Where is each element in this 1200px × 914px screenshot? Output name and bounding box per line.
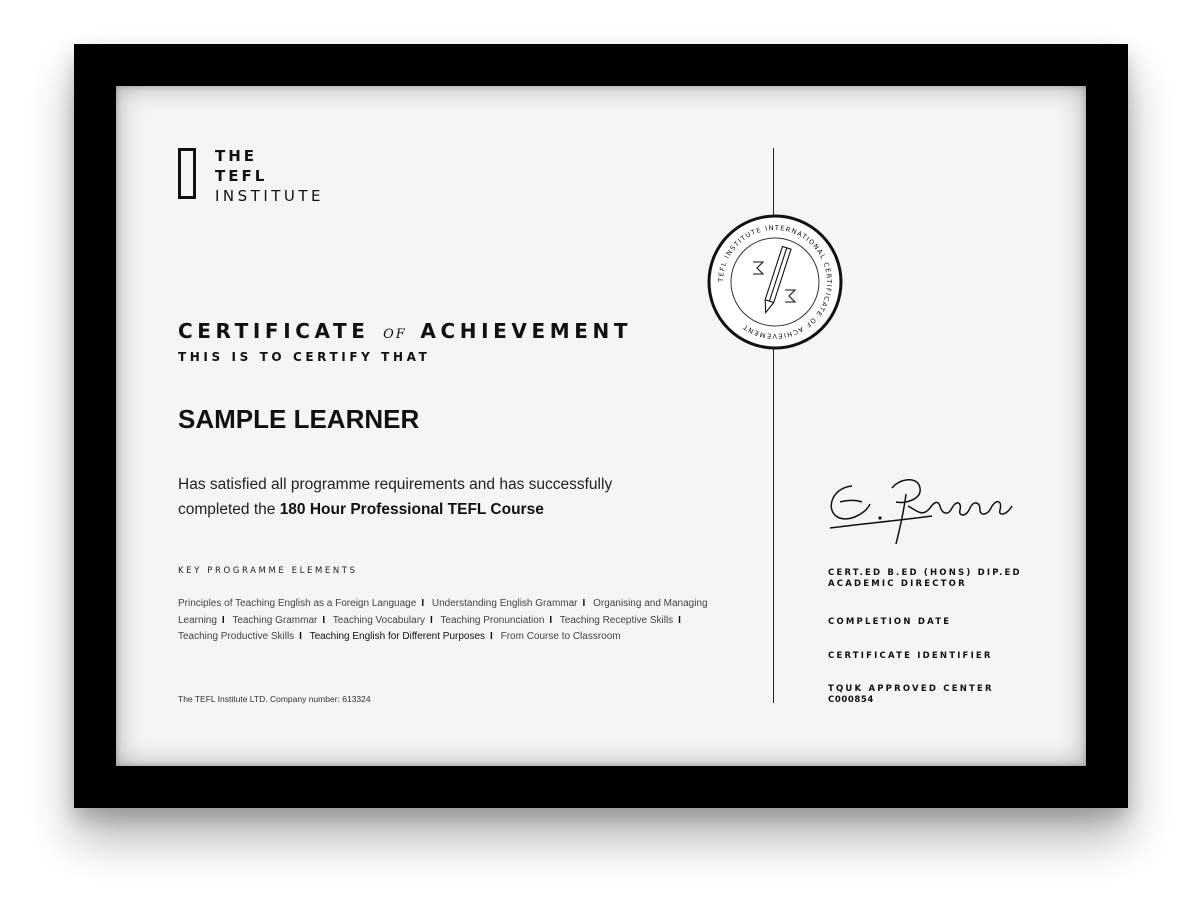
- certificate-title: [178, 319, 632, 343]
- logo-line-2: TEFL: [215, 167, 268, 185]
- key-element-item: Teaching Receptive Skills: [559, 614, 674, 626]
- company-info: The TEFL Institute LTD. Company number: 613324: [178, 694, 371, 704]
- logo-mark-icon: [178, 148, 196, 199]
- logo-wordmark: [215, 146, 324, 206]
- statement-text: Has satisfied all programme requirements and has successfully completed the: [178, 476, 613, 518]
- key-element-item: Organising and Managing Learning: [178, 598, 708, 626]
- key-element-item: Understanding English Grammar: [431, 598, 578, 609]
- signature-stroke-initial: [830, 486, 932, 528]
- director-signature: [822, 458, 1032, 550]
- certificate-seal: [707, 214, 843, 350]
- seal-ring-textpath: TEFL INSTITUTE INTERNATIONAL CERTIFICATE OF ACHIEVEMENT: [716, 223, 834, 341]
- achievement-statement: [178, 472, 678, 522]
- title-of: OF: [383, 327, 407, 342]
- credentials-text: CERT.ED B.ED (HONS) DIP.ED: [828, 568, 1022, 578]
- tquk-code: C000854: [828, 695, 874, 705]
- signature-dot: [878, 516, 881, 519]
- key-element-item: Teaching Grammar: [232, 614, 318, 626]
- seal-outer-ring: [709, 216, 841, 348]
- title-part-1: CERTIFICATE: [178, 319, 370, 343]
- key-element-separator: I: [678, 614, 681, 626]
- key-element-separator: I: [221, 614, 225, 626]
- tquk-center: [828, 684, 994, 706]
- signature-stroke-surname: [892, 480, 1012, 544]
- key-elements-list: [178, 596, 708, 646]
- director-role: ACADEMIC DIRECTOR: [828, 579, 967, 589]
- tquk-label: TQUK APPROVED CENTER: [828, 684, 994, 694]
- certificate-identifier-label: CERTIFICATE IDENTIFIER: [828, 651, 993, 661]
- key-element-item: Teaching Pronunciation: [440, 614, 545, 626]
- key-element-separator: I: [322, 614, 326, 626]
- certificate-paper: [116, 86, 1086, 766]
- key-element-item: Principles of Teaching English as a Foreign Language: [178, 598, 417, 609]
- certify-line: THIS IS TO CERTIFY THAT: [178, 350, 431, 364]
- key-element-item: From Course to Classroom: [500, 631, 621, 642]
- key-element-item: Teaching Productive Skills: [178, 631, 295, 642]
- key-elements-heading: KEY PROGRAMME ELEMENTS: [178, 566, 358, 576]
- logo-line-3: INSTITUTE: [215, 187, 325, 205]
- logo-line-1: THE: [215, 147, 258, 165]
- key-element-separator: I: [490, 631, 493, 642]
- key-element-separator: I: [430, 614, 433, 626]
- key-element-separator: I: [582, 598, 586, 609]
- completion-date-label: COMPLETION DATE: [828, 617, 952, 627]
- learner-name: SAMPLE LEARNER: [178, 404, 420, 434]
- title-part-2: ACHIEVEMENT: [420, 319, 633, 343]
- director-credentials: [828, 568, 1022, 590]
- course-name: 180 Hour Professional TEFL Course: [279, 501, 544, 518]
- key-element-item: Teaching Vocabulary: [332, 614, 426, 626]
- key-element-item: Teaching English for Different Purposes: [309, 631, 486, 642]
- key-element-separator: I: [421, 598, 425, 609]
- picture-frame: [74, 44, 1128, 808]
- key-element-separator: I: [299, 631, 302, 642]
- key-element-separator: I: [549, 614, 553, 626]
